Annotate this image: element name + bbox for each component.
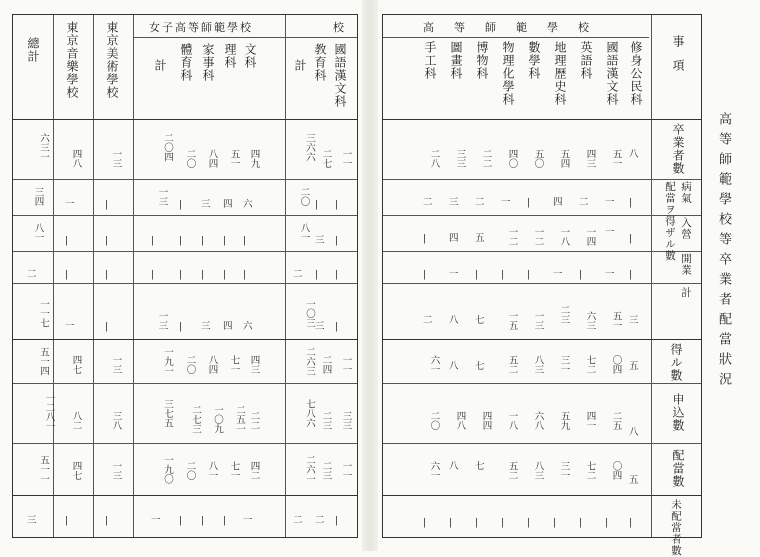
cell-value: 八	[449, 361, 459, 372]
cell-value: 四三	[584, 149, 596, 168]
cell-value: 五二	[506, 355, 518, 374]
cell-value: 八	[629, 427, 639, 438]
row-label-applications: 申込數	[671, 393, 685, 432]
cell-value: 四	[553, 197, 563, 208]
cell-sub: 八四	[206, 355, 218, 374]
cell-sub: 四九	[248, 149, 260, 168]
row-divider	[13, 495, 357, 496]
cell-sub: 四三	[248, 355, 260, 374]
cell-sub: |	[201, 235, 205, 246]
cell-part-total: 二六一	[304, 455, 315, 484]
cell-value: |	[629, 269, 633, 280]
cell-total: 八一	[32, 223, 44, 242]
cell-value: 八	[449, 461, 459, 472]
cell-art: |	[105, 199, 109, 210]
cell-value: 四一	[584, 411, 596, 430]
header-divider	[383, 37, 649, 38]
row-divider	[383, 383, 701, 384]
row-divider	[383, 443, 701, 444]
cell-sub: |	[223, 235, 227, 246]
cell-value: 二	[423, 315, 433, 326]
cell-sub: |	[201, 269, 205, 280]
cell-total: 一一七	[38, 299, 49, 328]
cell-value: 二八	[428, 149, 440, 168]
cell-value: 五一	[610, 311, 622, 330]
row-label-enlist: 入營	[680, 217, 692, 240]
cell-value: 一	[553, 269, 563, 280]
cell-value: 八三	[532, 355, 544, 374]
cell-value: 七二	[584, 355, 596, 374]
cell-sub: 八四	[206, 149, 218, 168]
cell-sub-total: |	[151, 269, 155, 280]
row-divider	[13, 339, 357, 340]
cell-part-total: 七八六	[304, 399, 315, 428]
row-label-unallocated: 未配當者數	[670, 499, 682, 557]
row-label-graduates: 卒業者數	[671, 123, 685, 175]
cell-value: 〇四	[610, 355, 622, 374]
cell-part: |	[315, 269, 319, 280]
cell-value: 二五	[610, 411, 622, 430]
cell-value: 七	[475, 461, 485, 472]
row-label-subtotal: 計	[680, 287, 692, 299]
cell-value: 三三	[454, 149, 466, 168]
cell-value: 五	[475, 233, 485, 244]
cell-part: 一一	[340, 355, 352, 374]
row-divider	[383, 215, 701, 216]
cell-sub: 二〇	[184, 149, 196, 168]
cell-part: |	[335, 235, 339, 246]
cell-part: |	[335, 515, 339, 526]
cell-value: 四八	[454, 411, 466, 430]
cell-sub: 四二	[248, 461, 260, 480]
cell-value: 八	[449, 315, 459, 326]
cell-part: |	[335, 321, 339, 332]
subheader-bunka: 文科	[243, 43, 257, 69]
cell-sub: 二二	[248, 411, 260, 430]
cell-value: |	[475, 517, 479, 528]
cell-art: |	[105, 235, 109, 246]
subheader-rika: 理科	[223, 43, 237, 69]
cell-sub: |	[223, 515, 227, 526]
cell-total: 三	[27, 515, 37, 526]
cell-sub: 六	[243, 321, 253, 332]
cell-value: 八	[629, 149, 639, 160]
cell-sub: 七一	[228, 355, 240, 374]
cell-value: |	[629, 233, 633, 244]
cell-value: |	[501, 517, 505, 528]
cell-art: 一三	[110, 355, 122, 374]
header-tokyo-art: 東京美術學校	[105, 21, 119, 99]
row-label-obtained: 得ル數	[669, 343, 683, 382]
cell-value: 六三	[584, 311, 596, 330]
cell-value: 四四	[480, 411, 492, 430]
cell-sub: 二〇	[184, 461, 196, 480]
cell-art: |	[105, 515, 109, 526]
cell-sub: 一	[243, 515, 253, 526]
cell-art: 一三	[110, 149, 122, 168]
cell-value: 五	[629, 475, 639, 486]
cell-value: |	[553, 517, 557, 528]
cell-art: 三八	[110, 411, 122, 430]
right-table	[382, 14, 702, 557]
subheader-taiiku: 體育科	[179, 43, 193, 82]
cell-sub-total: 一三	[156, 311, 168, 330]
cell-sub: 八一	[206, 461, 218, 480]
cell-value: 一三	[532, 311, 544, 330]
cell-value: 一	[605, 227, 615, 238]
cell-value: 五〇	[532, 149, 544, 168]
cell-sub-total: 二〇四	[162, 133, 173, 162]
row-label-business: 開業	[680, 253, 692, 276]
cell-sub-total: 三七五	[162, 399, 173, 428]
cell-music: 一	[65, 321, 75, 332]
cell-value: |	[579, 269, 583, 280]
cell-total: 一二八一	[43, 393, 55, 431]
cell-value: |	[475, 269, 479, 280]
cell-total: 三四	[32, 187, 44, 206]
cell-part: 二三	[320, 411, 332, 430]
cell-value: 一	[501, 197, 511, 208]
cell-value: 六一	[428, 461, 440, 480]
left-table	[12, 14, 358, 538]
subheader-shuko: 手工科	[423, 41, 437, 80]
row-divider	[13, 179, 357, 180]
cell-value: |	[579, 517, 583, 528]
cell-sub: 五一	[228, 149, 240, 168]
subheader-chireki: 地理歷史科	[553, 41, 567, 106]
cell-value: 一二	[506, 227, 518, 246]
book-gutter	[362, 0, 378, 551]
row-divider	[383, 339, 701, 340]
cell-sub: |	[201, 515, 205, 526]
cell-value: 二二	[480, 149, 492, 168]
header-higher-normal: 高等師範學校	[423, 21, 609, 34]
cell-sub: |	[179, 199, 183, 210]
subheader-butsuri: 物理化學科	[501, 41, 515, 106]
subheader-kokugo: 國語漢文科	[333, 43, 347, 108]
cell-value: 一五	[506, 311, 518, 330]
cell-value: |	[605, 517, 609, 528]
cell-value: 二	[423, 197, 433, 208]
cell-value: 二	[475, 197, 485, 208]
cell-value: 三	[629, 315, 639, 326]
cell-sub: |	[179, 321, 183, 332]
cell-value: 二〇	[428, 411, 440, 430]
cell-value: |	[501, 269, 505, 280]
cell-part-total: 三六六	[304, 133, 315, 162]
cell-total: 五一一	[38, 455, 49, 484]
cell-sub: 四	[223, 321, 233, 332]
cell-sub: 二五一	[234, 405, 245, 434]
cell-value: 五二	[506, 461, 518, 480]
cell-value: 七	[475, 315, 485, 326]
cell-part: 二三	[320, 461, 332, 480]
cell-sub: 四	[223, 199, 233, 210]
cell-value: 一	[449, 269, 459, 280]
cell-sub-total: 一	[151, 515, 161, 526]
subheader-kyoiku: 教育科	[313, 43, 327, 82]
row-divider	[383, 251, 701, 252]
cell-sub: 二七三	[190, 405, 201, 434]
cell-value: |	[527, 269, 531, 280]
cell-total: 六三一	[38, 133, 49, 162]
cell-value: 四	[449, 233, 459, 244]
row-divider	[383, 495, 701, 496]
page-title: 高等師範學校等卒業者配當狀況	[716, 112, 731, 392]
cell-part: 三三	[340, 411, 352, 430]
cell-part: |	[315, 199, 319, 210]
row-divider	[383, 119, 701, 120]
cell-sub: 三	[201, 199, 211, 210]
cell-sub: |	[179, 235, 183, 246]
cell-part-total: 二六三	[304, 347, 315, 376]
cell-sub: |	[243, 269, 247, 280]
subheader-part-kei: 計	[293, 59, 307, 72]
cell-part: 二四	[320, 355, 332, 374]
header-part: 校	[333, 21, 344, 34]
row-divider	[13, 251, 357, 252]
cell-value: 五一	[610, 149, 622, 168]
cell-value: |	[423, 233, 427, 244]
cell-music: 四七	[70, 355, 82, 374]
subheader-eigo: 英語科	[579, 41, 593, 80]
cell-total: 五一四	[38, 347, 49, 376]
cell-art: |	[105, 321, 109, 332]
cell-value: 一	[605, 197, 615, 208]
cell-value: 一八	[506, 411, 518, 430]
cell-value: 六八	[532, 411, 544, 430]
cell-sub-total: 一九〇	[162, 455, 173, 484]
row-divider	[13, 215, 357, 216]
cell-music: |	[65, 515, 69, 526]
cell-value: |	[423, 269, 427, 280]
cell-value: |	[449, 517, 453, 528]
cell-music: |	[65, 269, 69, 280]
cell-part: 二七	[320, 149, 332, 168]
row-label-sick: 病氣	[680, 181, 692, 204]
cell-sub: |	[243, 235, 247, 246]
cell-value: 一二	[532, 227, 544, 246]
cell-part-total: 二	[293, 269, 303, 280]
cell-sub: 二〇	[184, 355, 196, 374]
cell-sub: 三	[201, 321, 211, 332]
cell-part-total: 二	[293, 515, 303, 526]
cell-value: |	[629, 517, 633, 528]
cell-music: 四八	[70, 149, 82, 168]
cell-value: |	[629, 197, 633, 208]
cell-sub: 七一	[228, 461, 240, 480]
subheader-hakubutsu: 博物科	[475, 41, 489, 80]
header-total: 總計	[26, 37, 40, 63]
cell-value: |	[423, 517, 427, 528]
subheader-kei: 計	[153, 59, 167, 72]
cell-value: 二三	[558, 305, 570, 324]
row-label-allocated: 配當數	[671, 449, 685, 488]
cell-value: 五	[629, 361, 639, 372]
cell-value: 一八	[558, 227, 570, 246]
header-item: 事項	[671, 35, 685, 83]
cell-part: |	[335, 269, 339, 280]
cell-part-total: 二〇	[298, 187, 310, 206]
col-divider	[133, 15, 134, 537]
cell-music: 四七	[70, 461, 82, 480]
col-divider	[93, 15, 94, 537]
cell-value: 五九	[558, 411, 570, 430]
cell-part-total: 一〇三	[304, 299, 315, 328]
cell-part: 一一	[340, 461, 352, 480]
cell-part-total: 八一	[298, 223, 310, 242]
cell-value: 七二	[584, 461, 596, 480]
cell-sub: |	[223, 269, 227, 280]
cell-value: 三一	[558, 355, 570, 374]
row-divider	[13, 443, 357, 444]
subheader-kaji: 家事科	[201, 43, 215, 82]
cell-sub: 一〇九	[212, 405, 223, 434]
cell-part: 一一	[340, 149, 352, 168]
row-divider	[13, 383, 357, 384]
header-tokyo-music: 東京音樂學校	[65, 21, 79, 99]
subheader-kokugo: 國語漢文科	[605, 41, 619, 106]
cell-value: 一四	[584, 227, 596, 246]
cell-part: 三	[315, 321, 325, 332]
cell-music: 一	[65, 199, 75, 210]
col-divider	[285, 15, 286, 537]
cell-value: |	[527, 197, 531, 208]
header-womens-normal: 女子高等師範學校	[149, 21, 253, 34]
cell-value: 〇四	[610, 461, 622, 480]
cell-value: 六一	[428, 355, 440, 374]
cell-value: 一	[605, 269, 615, 280]
header-divider	[133, 37, 357, 38]
cell-sub: |	[179, 515, 183, 526]
cell-value: 三	[449, 197, 459, 208]
subheader-shushin: 修身公民科	[629, 41, 643, 106]
cell-value: 七	[475, 361, 485, 372]
cell-value: 三一	[558, 461, 570, 480]
cell-art: 一三	[110, 461, 122, 480]
cell-sub: |	[179, 269, 183, 280]
cell-sub: 六	[243, 199, 253, 210]
cell-part: 二	[315, 515, 325, 526]
subheader-zuga: 圖畫科	[449, 41, 463, 80]
cell-sub-total: 一九一	[162, 347, 173, 376]
cell-value: 二	[579, 197, 589, 208]
cell-value: 五四	[558, 149, 570, 168]
cell-value: 八三	[532, 461, 544, 480]
subheader-sugaku: 數學科	[527, 41, 541, 80]
row-divider	[383, 283, 701, 284]
cell-sub-total: |	[151, 235, 155, 246]
row-divider	[383, 179, 701, 180]
cell-art: |	[105, 269, 109, 280]
cell-sub-total: 一三	[156, 187, 168, 206]
cell-value: 四〇	[506, 149, 518, 168]
row-divider	[13, 119, 357, 120]
cell-part: |	[335, 199, 339, 210]
cell-music: 八二	[70, 411, 82, 430]
row-label-group: 配當ヲ得ザル數	[664, 181, 676, 262]
row-divider	[13, 283, 357, 284]
cell-part: 三	[315, 235, 325, 246]
col-divider	[651, 15, 652, 537]
cell-music: |	[65, 235, 69, 246]
cell-total: 二	[27, 269, 37, 280]
cell-value: |	[527, 517, 531, 528]
